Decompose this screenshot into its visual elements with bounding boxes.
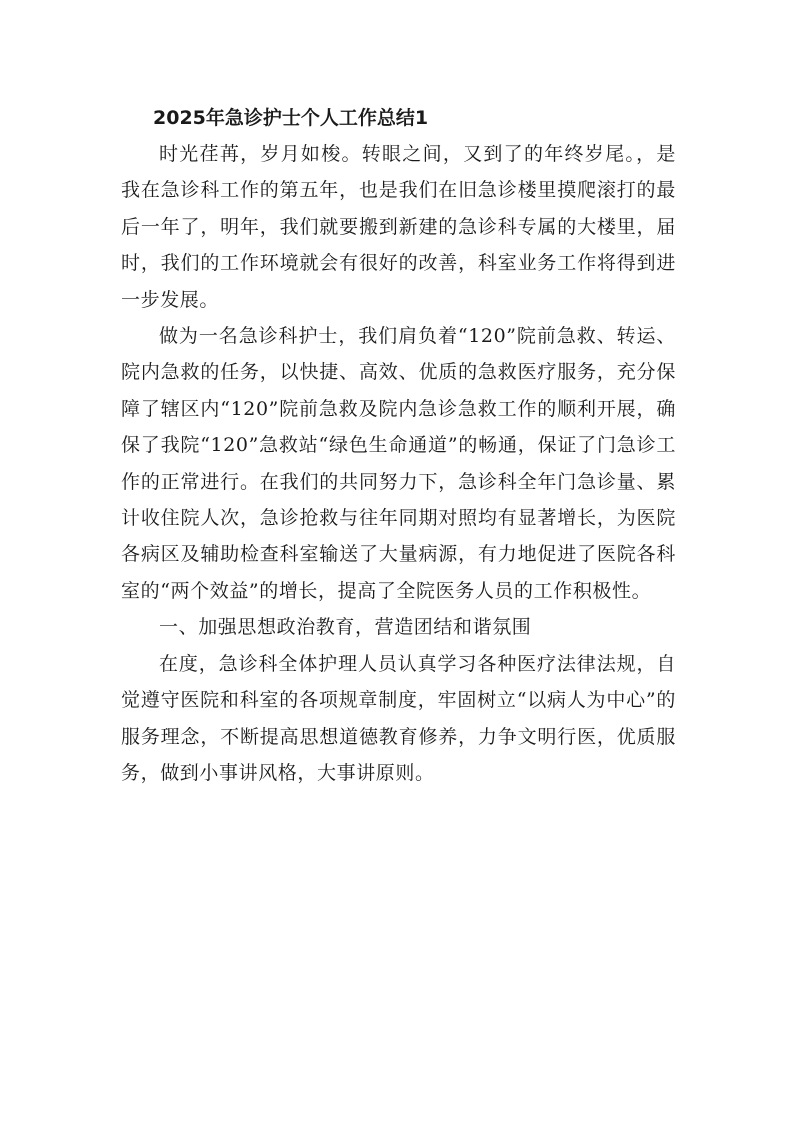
intro-paragraph: 时光荏苒，岁月如梭。转眼之间，又到了的年终岁尾。，是我在急诊科工作的第五年，也是我们在旧急诊楼里摸爬滚打的最后一年了，明年，我们就要搬到新建的急诊科专属的大楼里，届时，我们的工作环境就会有很好的改善，科室业务工作将得到进一步发展。 bbox=[121, 143, 676, 311]
section-heading: 一、加强思想政治教育，营造团结和谐氛围 bbox=[159, 616, 532, 639]
duties-paragraph: 做为一名急诊科护士，我们肩负着“120”院前急救、转运、院内急救的任务，以快捷、高效、优质的急救医疗服务，充分保障了辖区内“120”院前急救及院内急诊急救工作的顺利开展，确保了我院“120”急救站“绿色生命通道”的畅通，保证了门急诊工作的正常进行。在我们的共同努力下，急诊科全年门急诊量、累计收住院人次，急诊抢救与往年同期对照均有显著增长，为医院各病区及辅助检查科室输送了大量病源，有力地促进了医院各科室的“两个效益”的增长，提高了全院医务人员的工作积极性。 bbox=[121, 325, 676, 602]
document-body bbox=[121, 100, 676, 791]
section-paragraph: 在度，急诊科全体护理人员认真学习各种医疗法律法规，自觉遵守医院和科室的各项规章制度，牢固树立“以病人为中心”的服务理念，不断提高思想道德教育修养，力争文明行医，优质服务，做到小事讲风格，大事讲原则。 bbox=[121, 652, 676, 784]
document-title: 2025年急诊护士个人工作总结1 bbox=[153, 107, 429, 129]
